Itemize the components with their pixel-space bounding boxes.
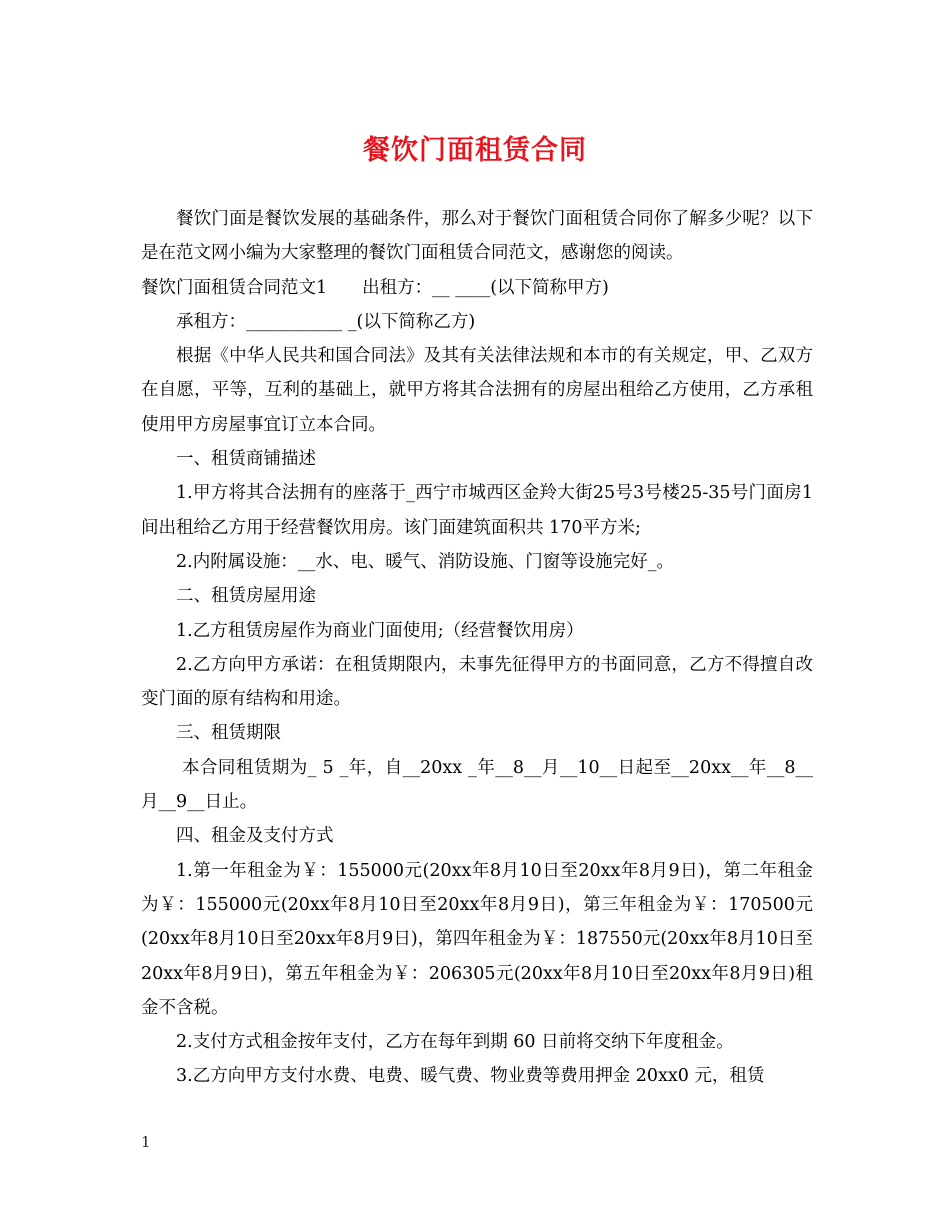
section-heading-3: 三、租赁期限 bbox=[176, 723, 281, 744]
paragraph-intro: 餐饮门面是餐饮发展的基础条件，那么对于餐饮门面租赁合同你了解多少呢？以下是在范文网小编为大家整理的餐饮门面租赁合同范文，感谢您的阅读。 bbox=[141, 209, 813, 264]
paragraph-clause-2-2: 2.乙方向甲方承诺：在租赁期限内，未事先征得甲方的书面同意，乙方不得擅自改变门面的原有结构和用途。 bbox=[141, 654, 813, 710]
paragraph-clause-4-2: 2.支付方式租金按年支付，乙方在每年到期 60 日前将交纳下年度租金。 bbox=[176, 1032, 734, 1053]
paragraph-clause-3: 本合同租赁期为_ 5 _年，自__20xx _年__8__月__10__日起至__20xx__年__8__月__9__日止。 bbox=[141, 757, 813, 813]
document-title: 餐饮门面租赁合同 bbox=[363, 135, 587, 166]
paragraph-clause-4-1: 1.第一年租金为￥：155000元(20xx年8月10日至20xx年8月9日)，第二年租金为￥：155000元(20xx年8月10日至20xx年8月9日)，第三年租金为￥：170500元(20xx年8月10日至20xx年8月9日)，第四年租金为￥：187550元(20xx年8月10日至20xx年8月9日)，第五年租金为￥：206305元(20xx年8月10日至20xx年8月9日)租金不含税。 bbox=[141, 860, 813, 1018]
paragraph-lessee: 承租方：___________ _(以下简称乙方) bbox=[176, 311, 476, 332]
page-number: 1 bbox=[141, 1133, 151, 1151]
paragraph-clause-1-2: 2.内附属设施：__水、电、暖气、消防设施、门窗等设施完好_。 bbox=[176, 551, 674, 572]
document-body bbox=[141, 202, 813, 1094]
section-heading-1: 一、租赁商铺描述 bbox=[176, 449, 316, 470]
paragraph-basis: 根据《中华人民共和国合同法》及其有关法律法规和本市的有关规定，甲、乙双方在自愿，平等，互利的基础上，就甲方将其合法拥有的房屋出租给乙方使用，乙方承租使用甲方房屋事宜订立本合同。 bbox=[141, 346, 813, 435]
paragraph-clause-1-1: 1.甲方将其合法拥有的座落于_西宁市城西区金羚大街25号3号楼25-35号门面房1间出租给乙方用于经营餐饮用房。该门面建筑面积共 170平方米; bbox=[141, 483, 813, 538]
section-heading-2: 二、租赁房屋用途 bbox=[176, 586, 316, 607]
paragraph-lessor: 餐饮门面租赁合同范文1 出租方：__ ____(以下简称甲方) bbox=[141, 277, 609, 298]
section-heading-4: 四、租金及支付方式 bbox=[176, 826, 334, 847]
paragraph-clause-4-3: 3.乙方向甲方支付水费、电费、暖气费、物业费等费用押金 20xx0 元，租赁 bbox=[176, 1066, 765, 1087]
paragraph-clause-2-1: 1.乙方租赁房屋作为商业门面使用;（经营餐饮用房） bbox=[176, 620, 584, 641]
